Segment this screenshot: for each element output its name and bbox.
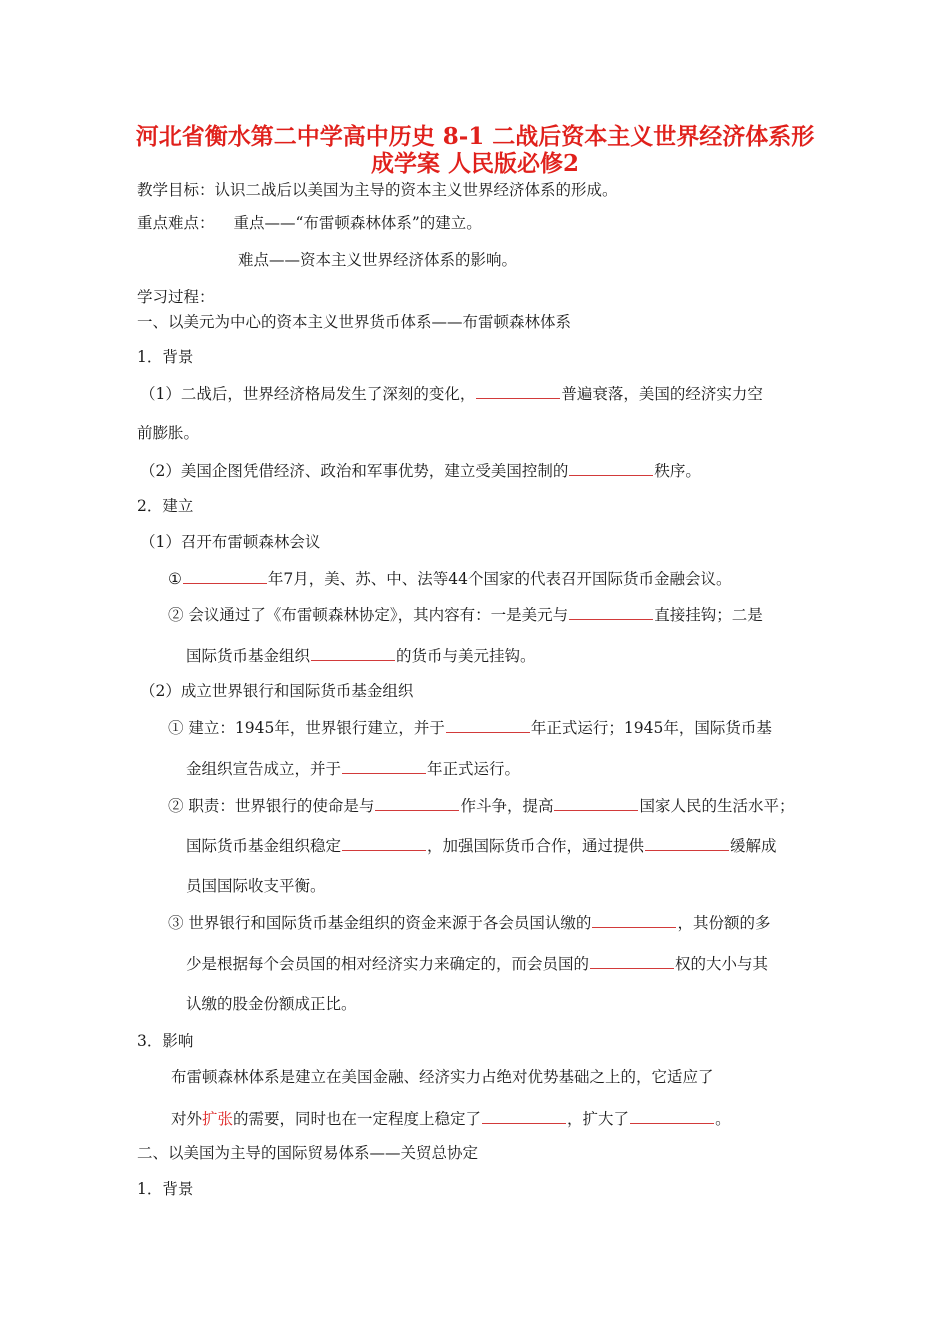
text: 少是根据每个会员国的相对经济实力来确定的，而会员国的: [186, 955, 590, 973]
fill-blank[interactable]: [482, 1108, 566, 1124]
key-label: 重点难点：: [137, 214, 215, 232]
section-1-heading: 一、以美元为中心的资本主义世界货币体系——布雷顿森林体系: [137, 313, 572, 331]
section-1-1: 1．背景: [137, 348, 194, 366]
text: 国际货币基金组织稳定: [186, 837, 342, 855]
section-1-2: 2．建立: [137, 497, 194, 515]
text-line: [186, 758, 520, 779]
section-2-heading: 二、以美国为主导的国际贸易体系——关贸总协定: [137, 1144, 479, 1162]
text-line: [168, 912, 770, 933]
subsection: （2）成立世界银行和国际货币基金组织: [140, 682, 414, 700]
highlight-text: 扩张: [202, 1110, 234, 1128]
text: 金组织宣告成立，并于: [186, 760, 342, 778]
text: 的货币与美元挂钩。: [396, 647, 536, 665]
text-line: [186, 953, 768, 974]
text: 秩序。: [654, 462, 701, 480]
text-line: [168, 795, 794, 816]
text-line: [186, 645, 536, 666]
text: 国家人民的生活水平；: [639, 797, 795, 815]
text-line: [140, 460, 701, 481]
text: ，扩大了: [567, 1110, 630, 1128]
fill-blank[interactable]: [645, 835, 729, 851]
text: ① 建立：1945年，世界银行建立，并于: [168, 719, 445, 737]
doc-title-line1: 河北省衡水第二中学高中历史 8-1 二战后资本主义世界经济体系形: [135, 123, 815, 150]
process-heading: 学习过程：: [137, 288, 215, 306]
fill-blank[interactable]: [375, 795, 459, 811]
text: 缓解成: [730, 837, 777, 855]
text: 年正式运行。: [427, 760, 521, 778]
text: ③ 世界银行和国际货币基金组织的资金来源于各会员国认缴的: [168, 914, 592, 932]
text-line: [140, 383, 763, 404]
difficult-point: 难点——资本主义世界经济体系的影响。: [238, 251, 518, 269]
fill-blank[interactable]: [476, 383, 560, 399]
text: 年7月，美、苏、中、法等44个国家的代表召开国际货币金融会议。: [267, 570, 732, 588]
fill-blank[interactable]: [592, 912, 676, 928]
subsection: （1）召开布雷顿森林会议: [140, 533, 321, 551]
text: 直接挂钩；二是: [654, 606, 763, 624]
fill-blank[interactable]: [569, 604, 653, 620]
doc-title-line2: 成学案 人民版必修2: [370, 150, 579, 177]
fill-blank[interactable]: [630, 1108, 714, 1124]
text-line: 认缴的股金份额成正比。: [186, 995, 357, 1013]
section-2-1: 1．背景: [137, 1180, 194, 1198]
text-line: [186, 835, 777, 856]
fill-blank[interactable]: [446, 717, 530, 733]
text: 国际货币基金组织: [186, 647, 311, 665]
text: （2）美国企图凭借经济、政治和军事优势，建立受美国控制的: [140, 462, 569, 480]
section-1-3: 3．影响: [137, 1032, 194, 1050]
text: 权的大小与其: [675, 955, 769, 973]
text: 的需要，同时也在一定程度上稳定了: [233, 1110, 482, 1128]
fill-blank[interactable]: [342, 835, 426, 851]
text-line: [171, 1108, 731, 1129]
key-difficult: [137, 213, 482, 233]
text: 普遍衰落，美国的经济实力空: [561, 385, 763, 403]
text: ② 会议通过了《布雷顿森林协定》，其内容有：一是美元与: [168, 606, 569, 624]
text-line: [168, 717, 772, 738]
fill-blank[interactable]: [311, 645, 395, 661]
text: ② 职责：世界银行的使命是与: [168, 797, 375, 815]
text: ①: [168, 570, 182, 588]
text: ，其份额的多: [677, 914, 771, 932]
text-line: 员国国际收支平衡。: [186, 877, 326, 895]
fill-blank[interactable]: [554, 795, 638, 811]
text: 作斗争，提高: [460, 797, 554, 815]
fill-blank[interactable]: [590, 953, 674, 969]
text-line: 前膨胀。: [137, 424, 200, 442]
text: 对外: [171, 1110, 203, 1128]
text-line: 布雷顿森林体系是建立在美国金融、经济实力占绝对优势基础之上的，它适应了: [171, 1068, 714, 1086]
teaching-goal: 教学目标：认识二战后以美国为主导的资本主义世界经济体系的形成。: [137, 181, 618, 199]
fill-blank[interactable]: [342, 758, 426, 774]
fill-blank[interactable]: [183, 568, 267, 584]
fill-blank[interactable]: [569, 460, 653, 476]
key-point: 重点——“布雷顿森林体系”的建立。: [233, 214, 482, 232]
text: 年正式运行；1945年，国际货币基: [530, 719, 772, 737]
text-line: [168, 568, 732, 589]
text: （1）二战后，世界经济格局发生了深刻的变化，: [140, 385, 476, 403]
text: 。: [715, 1110, 731, 1128]
text: ，加强国际货币合作，通过提供: [427, 837, 645, 855]
text-line: [168, 604, 763, 625]
